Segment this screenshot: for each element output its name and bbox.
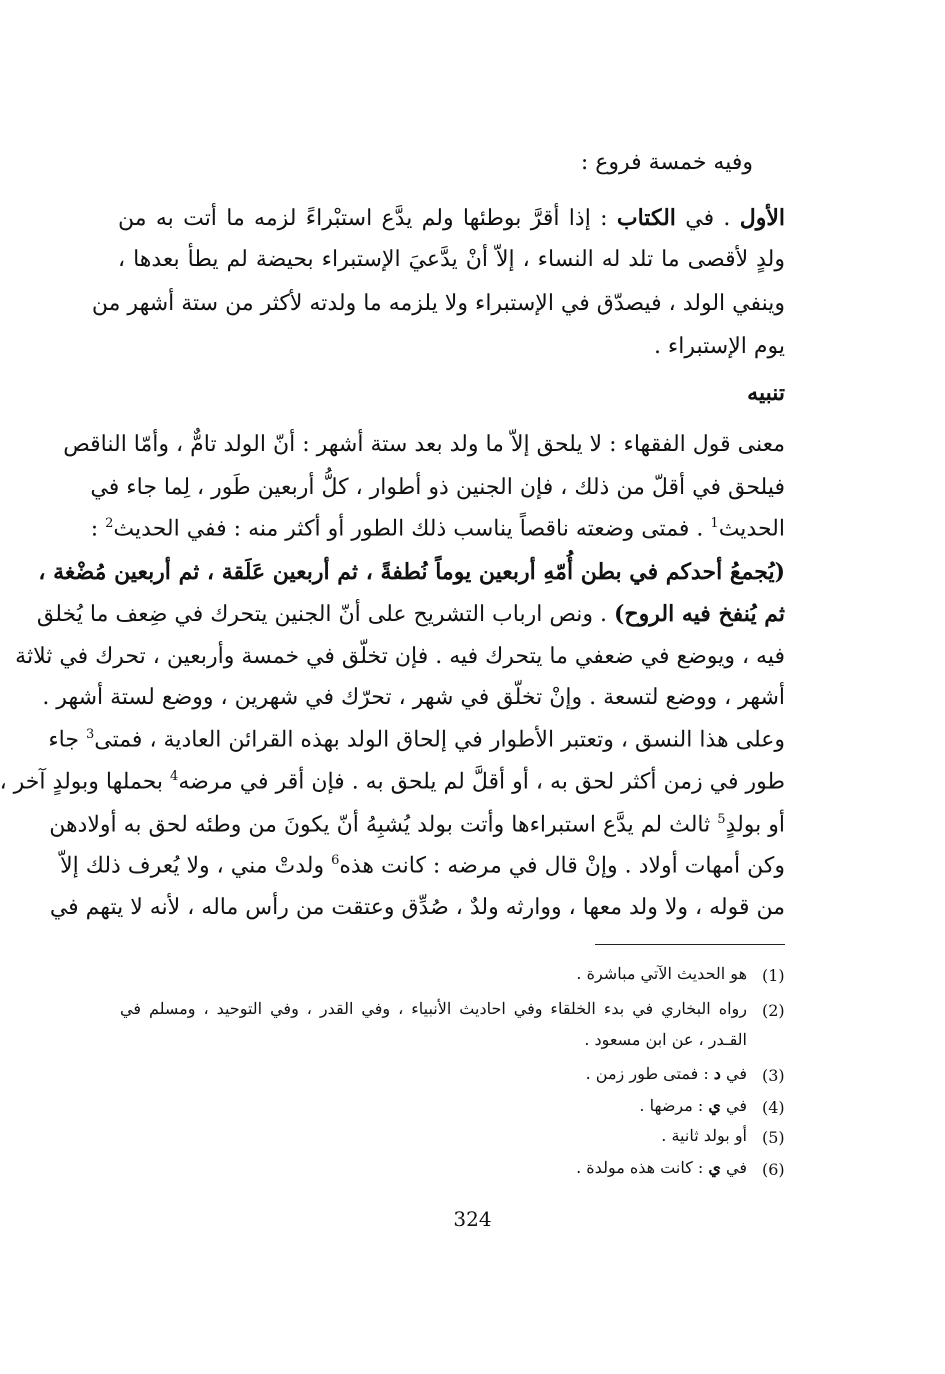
footnote-6-siglum: ي: [708, 1158, 721, 1177]
footnote-6-text: [576, 1158, 747, 1177]
para2-line-8-b: جاء: [48, 727, 86, 753]
footnote-3-number: (3): [762, 1066, 785, 1085]
page-number: 324: [453, 1207, 492, 1231]
book-word: الكتاب: [616, 205, 676, 231]
para2-line-11-a: وكن أمهات أولاد . وإنْ قال في مرضه : كانت هذه: [339, 853, 785, 879]
footnote-2-number: (2): [762, 1001, 785, 1020]
para2-line-9-a: طور في زمن أكثر لحق به ، أو أقلَّ لم يلحق به . فإن أقر في مرضه: [178, 769, 785, 795]
para2-line-3-c: :: [90, 516, 106, 542]
para2-line-11: [60, 853, 785, 879]
footnote-4-body: : مرضها .: [639, 1096, 709, 1115]
para2-line-12: من قوله ، ولا ولد معها ، ووارثه ولدٌ ، صُدِّق وعتقت من رأس ماله ، لأنه لا يتهم في: [49, 895, 785, 920]
footnote-4-number: (4): [762, 1098, 785, 1117]
para1-line-4: يوم الإستبراء .: [653, 334, 785, 359]
footnote-6-body: : كانت هذه مولدة .: [576, 1158, 709, 1177]
footnote-ref-6[interactable]: 6: [331, 853, 340, 868]
para2-line-3: [90, 516, 785, 542]
lead-sep: . في: [675, 206, 740, 231]
para1-line-1: [118, 205, 785, 231]
footnote-5-text: أو بولد ثانية .: [661, 1126, 747, 1145]
lead-word: الأول: [739, 205, 786, 231]
para2-line-5-rest: . ونص ارباب التشريح على أنّ الجنين يتحرك في ضِعف ما يُخلق: [36, 602, 615, 627]
footnote-6-prefix: في: [720, 1158, 747, 1177]
intro-line: وفيه خمسة فروع :: [580, 150, 753, 175]
footnote-4-text: [639, 1096, 747, 1115]
para2-line-10: [49, 812, 785, 838]
footnote-5-number: (5): [762, 1128, 785, 1147]
footnote-3-text: [586, 1064, 747, 1083]
para2-line-7: أشهر ، ووضع لتسعة . وإنْ تخلّق في شهر ، تحرّك في شهرين ، ووضع لستة أشهر .: [42, 685, 785, 710]
para2-line-10-a: أو بولدٍ: [725, 812, 785, 838]
footnote-ref-5[interactable]: 5: [717, 812, 726, 827]
para2-line-2: فيلحق في أقلّ من ذلك ، فإن الجنين ذو أطوار ، كلُّ أربعين طَور ، لِما جاء في: [90, 475, 785, 500]
footnote-3-prefix: في: [720, 1064, 747, 1083]
para2-line-3-a: الحديث: [718, 516, 785, 542]
footnote-4-siglum: ي: [708, 1096, 721, 1115]
para2-line-9-b: بحملها وبولدٍ آخر ،: [0, 769, 171, 795]
hadith-quote-2: ثم يُنفخ فيه الروح): [614, 601, 785, 627]
hadith-quote-1: (يُجمعُ أحدكم في بطن أُمّهِ أربعين يوماً نُطفةً ، ثم أربعين عَلَقة ، ثم أربعين مُضْغة ،: [38, 559, 785, 585]
footnote-1-number: (1): [762, 966, 785, 985]
para2-line-6: فيه ، ويوضع في ضعفي ما يتحرك فيه . فإن تخلّق في خمسة وأربعين ، تحرك في ثلاثة: [15, 644, 785, 669]
para2-line-11-b: ولدتْ مني ، ولا يُعرف ذلك إلاّ: [60, 853, 332, 879]
para1-line-3: وينفي الولد ، فيصدّق في الإستبراء ولا يلزمه ما ولدته لأكثر من ستة أشهر من: [91, 291, 785, 316]
para2-line-1: معنى قول الفقهاء : لا يلحق إلاّ ما ولد بعد ستة أشهر : أنّ الولد تامٌّ ، وأمّا الناقص: [63, 432, 785, 457]
footnote-ref-2[interactable]: 2: [105, 516, 114, 531]
para2-line-5: [36, 601, 785, 627]
footnote-separator: [595, 944, 785, 945]
footnote-3-siglum: د: [713, 1064, 721, 1083]
footnote-2-text-cont: القـدر ، عن ابن مسعود .: [584, 1030, 747, 1049]
footnote-ref-3[interactable]: 3: [85, 727, 95, 742]
footnote-4-prefix: في: [720, 1096, 747, 1115]
footnote-6-number: (6): [762, 1160, 785, 1179]
para2-line-3-b: . فمتى وضعته ناقصاً يناسب ذلك الطور أو أكثر منه : ففي الحديث: [113, 516, 711, 542]
footnote-2-text: رواه البخاري في بدء الخلقاء وفي احاديث الأنبياء ، وفي القدر ، وفي التوحيد ، ومسلم في: [120, 999, 747, 1018]
para2-line-4: [38, 559, 785, 585]
footnote-1-text: هو الحديث الآتي مباشرة .: [576, 964, 747, 983]
para2-line-9: [0, 769, 785, 795]
section-heading: تنبيه: [747, 380, 785, 406]
footnote-ref-1[interactable]: 1: [710, 516, 719, 531]
para1-line-2: ولدٍ لأقصى ما تلد له النساء ، إلاّ أنْ يدَّعيَ الإستبراء بحيضة لم يطأ بعدها ،: [118, 247, 785, 272]
para2-line-8: [48, 727, 785, 753]
para1-line-1-rest: : إذا أقرَّ بوطئها ولم يدَّع استبْراءً لزمه ما أتت به من: [118, 206, 617, 231]
para2-line-10-b: ثالث لم يدَّع استبراءها وأتت بولد يُشبِهُ أنّ يكونَ من وطئه لحق به أولادهن: [49, 812, 718, 838]
footnote-3-body: : فمتى طور زمن .: [585, 1064, 714, 1083]
para2-line-8-a: وعلى هذا النسق ، وتعتبر الأطوار في إلحاق الولد بهذه القرائن العادية ، فمتى: [94, 727, 785, 753]
footnote-ref-4[interactable]: 4: [170, 769, 179, 784]
